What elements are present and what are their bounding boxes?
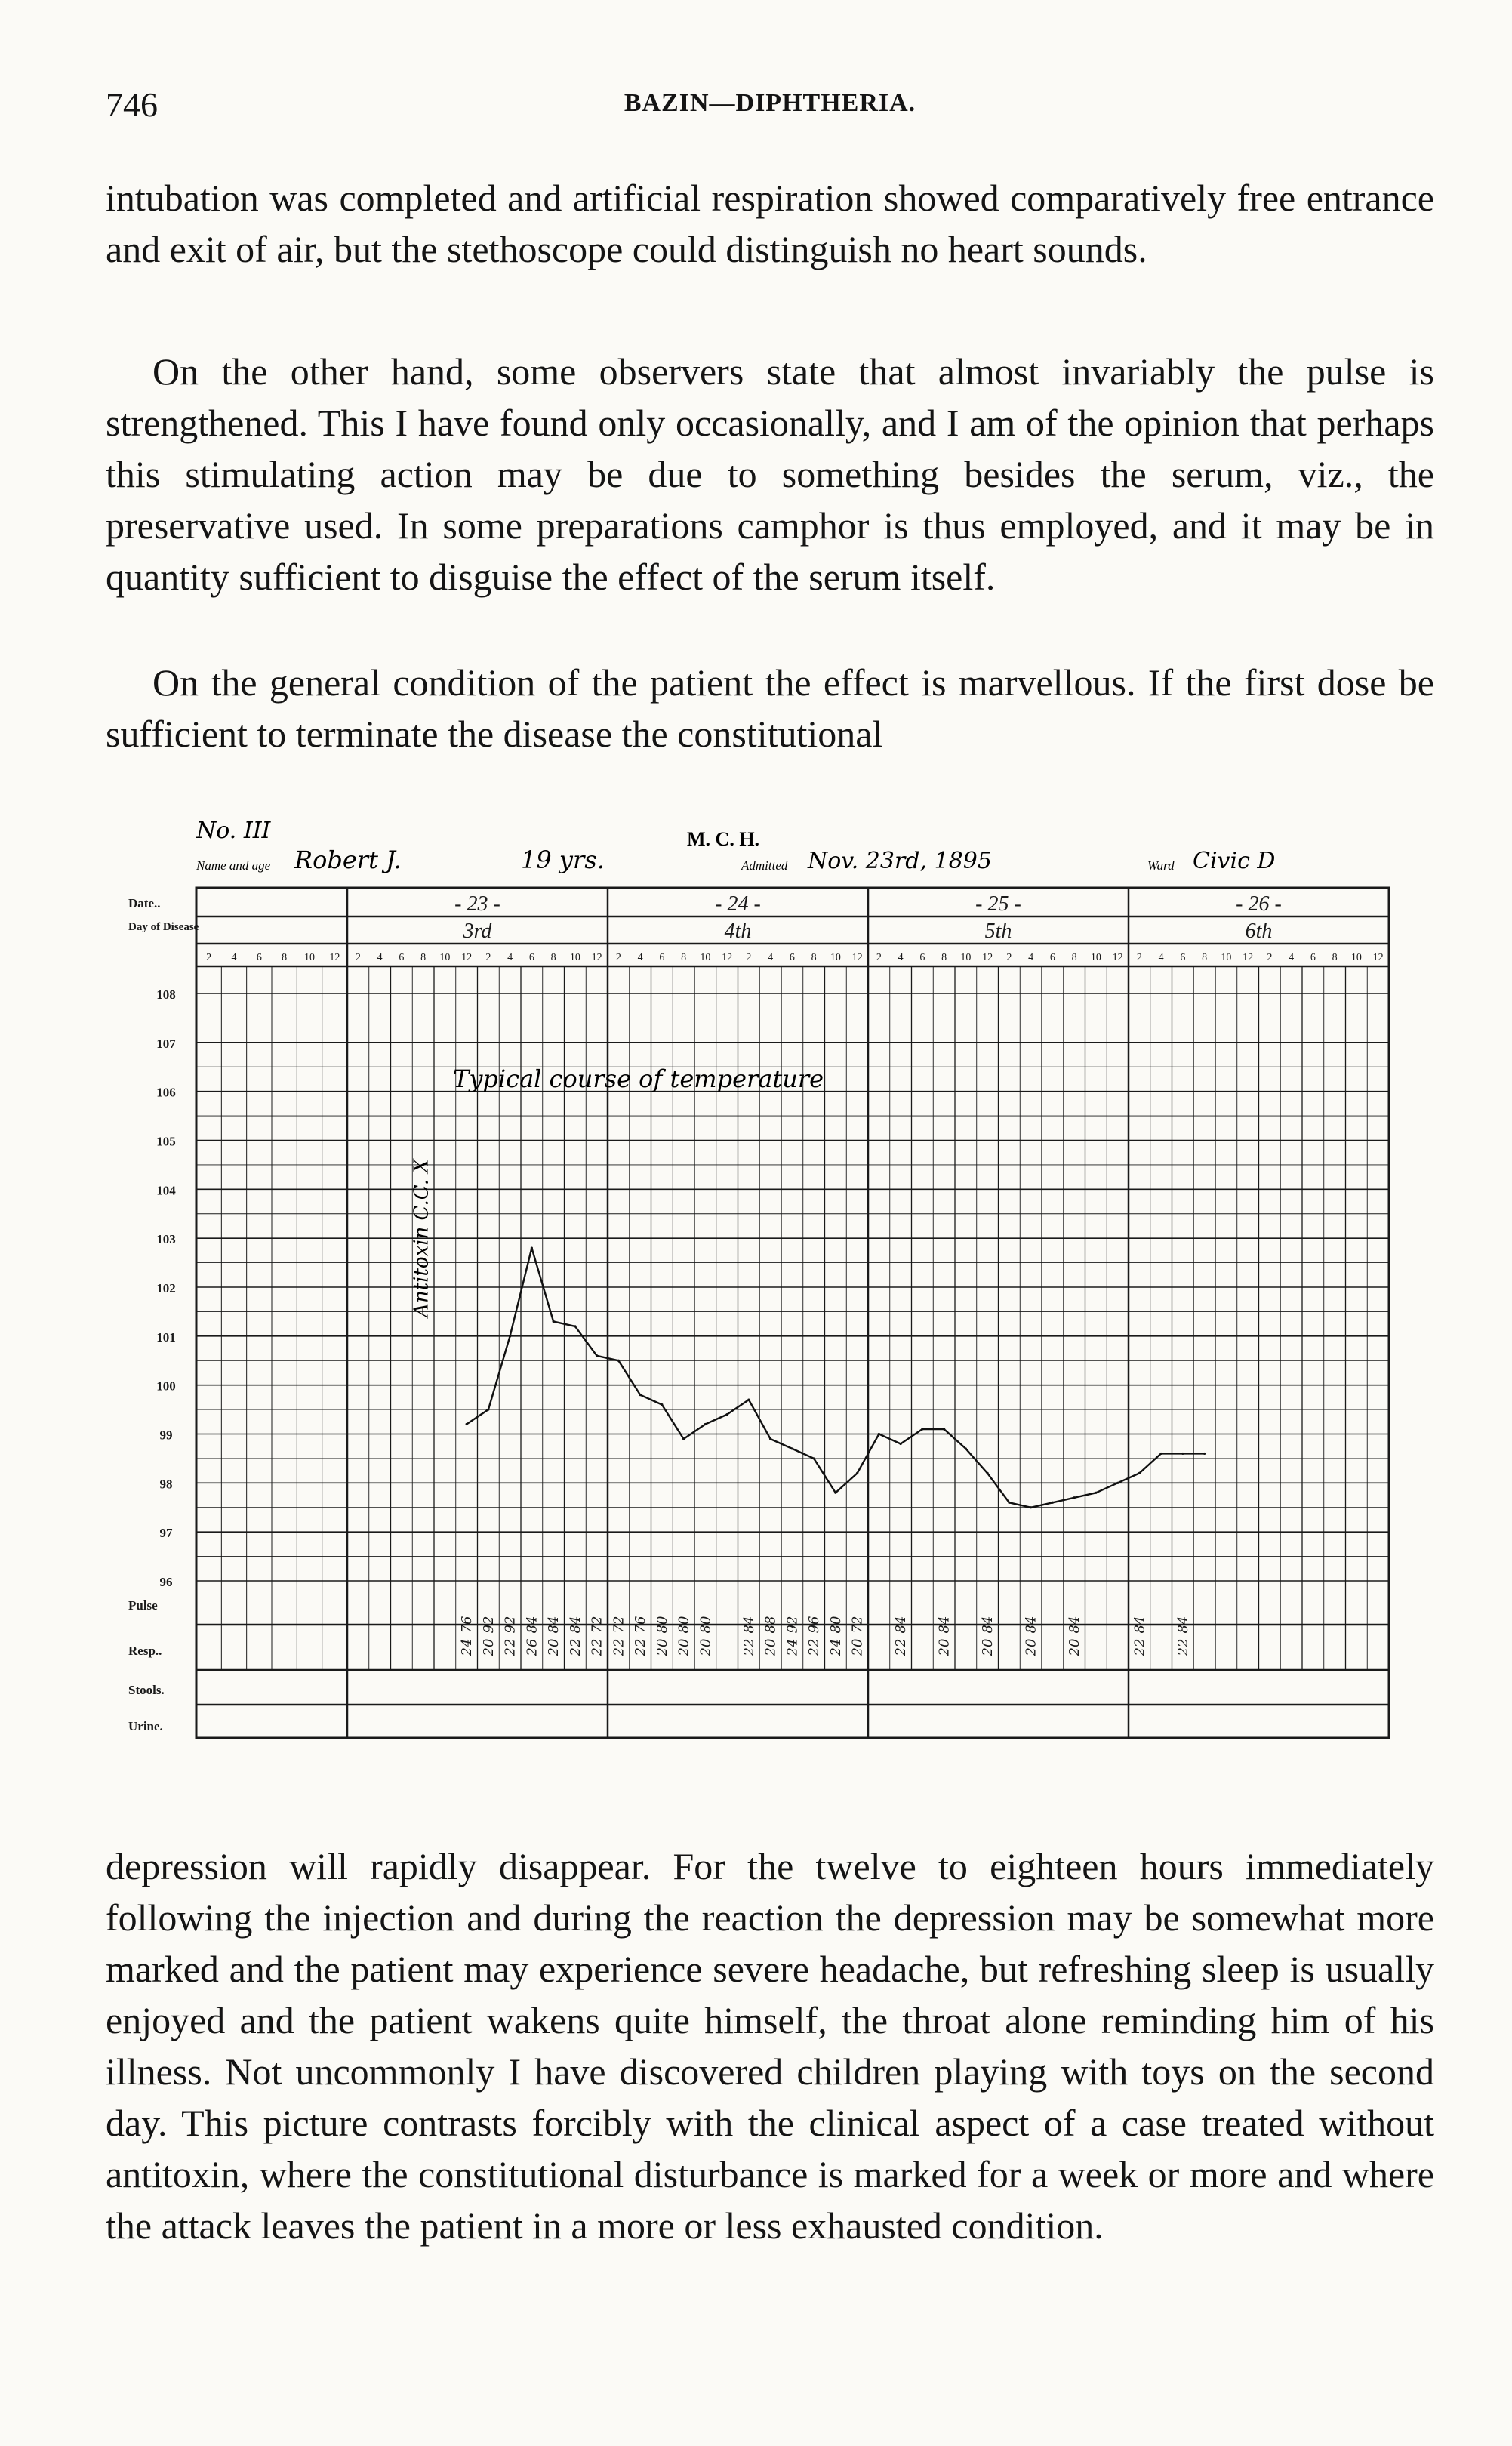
hour-label: 8 (550, 952, 556, 963)
day-of-disease-label: 5th (984, 920, 1012, 943)
resp-value: 22 (806, 1638, 823, 1656)
pulse-value: 80 (654, 1616, 670, 1634)
resp-value: 22 (1132, 1638, 1148, 1656)
temperature-point (769, 1437, 771, 1440)
row-label-stools: Stools. (128, 1683, 165, 1697)
temperature-point (813, 1457, 815, 1459)
pulse-value: 72 (849, 1616, 866, 1634)
chart-grid (196, 888, 1389, 1738)
resp-value: 20 (654, 1638, 670, 1656)
hour-label: 10 (830, 952, 841, 963)
paragraph-3: On the general condition of the patient the effect is marvellous. If the first dose be sufficient to terminate the disease the constitutional (106, 661, 1434, 755)
hour-label: 6 (789, 952, 795, 963)
pulse-value: 80 (697, 1616, 714, 1634)
resp-value: 22 (502, 1638, 519, 1656)
page-number: 746 (106, 85, 158, 124)
temperature-point (466, 1423, 468, 1425)
temperature-point (509, 1335, 511, 1337)
temperature-point (682, 1437, 685, 1440)
resp-value: 22 (567, 1638, 584, 1656)
resp-value: 20 (980, 1638, 996, 1656)
hour-label: 2 (355, 952, 361, 963)
resp-value: 20 (546, 1638, 562, 1656)
hour-label: 2 (746, 952, 752, 963)
temperature-point (921, 1428, 923, 1430)
hour-label: 10 (1090, 952, 1101, 963)
temperature-point (531, 1247, 533, 1249)
row-label-day-of-disease: Day of Disease (128, 921, 199, 933)
hour-label: 8 (681, 952, 687, 963)
pulse-value: 84 (567, 1616, 584, 1634)
temp-tick-label: 97 (159, 1526, 173, 1541)
day-of-disease-label: 3rd (463, 920, 492, 943)
temperature-point (1073, 1496, 1076, 1499)
hour-label: 6 (528, 952, 534, 963)
hour-label: 12 (329, 952, 340, 963)
hour-label: 2 (206, 952, 212, 963)
temperature-point (987, 1472, 989, 1474)
pulse-value: 84 (524, 1616, 540, 1634)
resp-value: 22 (633, 1638, 649, 1656)
hour-label: 6 (256, 952, 262, 963)
pulse-value: 92 (502, 1616, 519, 1634)
pulse-value: 84 (1067, 1616, 1083, 1634)
case-number: No. III (196, 818, 271, 844)
temperature-point (791, 1447, 793, 1449)
day-of-disease-label: 4th (724, 920, 752, 943)
hour-label: 8 (1202, 952, 1208, 963)
pulse-value: 88 (762, 1616, 779, 1634)
chart-form-header (196, 818, 1275, 874)
name-age-label: Name and age (196, 858, 271, 873)
hour-label: 6 (659, 952, 665, 963)
resp-value: 20 (762, 1638, 779, 1656)
hour-label: 12 (1372, 952, 1384, 963)
temp-tick-label: 103 (156, 1232, 176, 1247)
ward-value: Civic D (1193, 848, 1276, 874)
pulse-value: 76 (459, 1616, 476, 1634)
resp-value: 22 (1175, 1638, 1191, 1656)
pulse-value: 84 (936, 1616, 953, 1634)
temperature-point (1203, 1453, 1206, 1455)
temp-tick-label: 108 (156, 987, 176, 1002)
chart-marks (459, 1247, 1206, 1657)
annotation-typical-course: Typical course of temperature (453, 1064, 824, 1093)
temperature-point (574, 1325, 576, 1327)
resp-value: 20 (936, 1638, 953, 1656)
pulse-value: 72 (589, 1616, 605, 1634)
hour-label: 8 (1071, 952, 1077, 963)
hour-label: 10 (1350, 952, 1362, 963)
temp-tick-label: 101 (156, 1329, 176, 1345)
hour-label: 12 (1243, 952, 1254, 963)
paragraph-2: On the other hand, some observers state that almost invariably the pulse is strengthened. This I have found only occasionally, and I am of the opinion that perhaps this stimulating action may be due to something besides the serum, viz., the preservative used. In some preparations camphor is thus employed, and it may be in quantity sufficient to disguise the effect of the serum itself. (106, 350, 1434, 598)
temperature-chart-svg (113, 815, 1412, 1789)
chart-labels (128, 892, 1384, 1733)
hour-label: 8 (941, 952, 947, 963)
resp-value: 20 (1067, 1638, 1083, 1656)
temp-tick-label: 98 (159, 1477, 173, 1492)
resp-value: 26 (524, 1638, 540, 1656)
temp-tick-label: 105 (156, 1134, 176, 1149)
pulse-value: 80 (827, 1616, 844, 1634)
pulse-value: 84 (893, 1616, 910, 1634)
pulse-value: 84 (1175, 1616, 1191, 1634)
hour-label: 4 (377, 952, 383, 963)
annotation-antitoxin: Antitoxin C.C. X (410, 1159, 433, 1317)
row-label-resp: Resp.. (128, 1644, 162, 1658)
pulse-value: 92 (480, 1616, 497, 1634)
temperature-point (1116, 1482, 1119, 1484)
temperature-point (900, 1443, 902, 1445)
hour-label: 6 (1049, 952, 1055, 963)
hour-label: 2 (1136, 952, 1142, 963)
hour-label: 6 (399, 952, 405, 963)
temperature-point (661, 1403, 663, 1406)
temperature-point (1138, 1472, 1141, 1474)
temperature-point (1160, 1453, 1162, 1455)
resp-value: 24 (827, 1638, 844, 1656)
chart-frame (196, 888, 1389, 1738)
admitted-date: Nov. 23rd, 1895 (808, 848, 992, 874)
resp-value: 22 (611, 1638, 627, 1656)
paragraph-1: intubation was completed and artificial respiration showed comparatively free entrance and exit of air, but the stethoscope could distinguish no heart sounds. (106, 177, 1434, 270)
hour-label: 10 (1221, 952, 1232, 963)
hour-label: 12 (722, 952, 733, 963)
pulse-value: 84 (980, 1616, 996, 1634)
temperature-point (704, 1423, 707, 1425)
temp-tick-label: 106 (156, 1085, 176, 1100)
hour-label: 4 (898, 952, 904, 963)
temperature-point (639, 1394, 642, 1396)
temperature-point (943, 1428, 945, 1430)
resp-value: 24 (784, 1638, 801, 1656)
running-title: BAZIN—DIPHTHERIA. (624, 89, 916, 117)
pulse-value: 84 (1132, 1616, 1148, 1634)
pulse-value: 76 (633, 1616, 649, 1634)
ward-label: Ward (1147, 858, 1175, 873)
hour-label: 4 (637, 952, 643, 963)
hour-label: 12 (1112, 952, 1123, 963)
temperature-point (856, 1472, 858, 1474)
temp-tick-label: 100 (156, 1379, 176, 1394)
pulse-value: 84 (1023, 1616, 1039, 1634)
hour-label: 4 (507, 952, 513, 963)
hour-label: 2 (615, 952, 621, 963)
temperature-point (965, 1447, 967, 1449)
hour-label: 8 (420, 952, 427, 963)
resp-value: 20 (697, 1638, 714, 1656)
hour-label: 2 (485, 952, 491, 963)
hour-label: 4 (1158, 952, 1164, 963)
pulse-value: 96 (806, 1616, 823, 1634)
hour-label: 4 (768, 952, 774, 963)
temp-tick-label: 102 (156, 1281, 176, 1295)
temperature-point (596, 1354, 598, 1357)
hour-label: 6 (1310, 952, 1316, 963)
date-label: - 24 - (715, 892, 761, 916)
temperature-point (747, 1399, 750, 1401)
temperature-point (878, 1433, 880, 1435)
temp-tick-label: 96 (159, 1575, 173, 1589)
resp-value: 24 (459, 1638, 476, 1656)
hour-label: 4 (1028, 952, 1034, 963)
temperature-point (1008, 1502, 1010, 1504)
hour-label: 12 (982, 952, 993, 963)
hour-label: 2 (1006, 952, 1012, 963)
resp-value: 20 (676, 1638, 692, 1656)
hour-label: 8 (1332, 952, 1338, 963)
hour-label: 12 (461, 952, 473, 963)
paragraph-4: depression will rapidly disappear. For the twelve to eighteen hours immediately following the injection and during the reaction the depression may be somewhat more marked and the patient may experience severe headache, but refreshing sleep is usually enjoyed and the patient wakens quite himself, the throat alone reminding him of his illness. Not uncommonly I have discovered children playing with toys on the second day. This picture contrasts forcibly with the clinical aspect of a case treated without antitoxin, where the constitutional disturbance is marked for a week or more and where the attack leaves the patient in a more or less exhausted condition. (106, 1845, 1434, 2247)
hour-label: 4 (1289, 952, 1295, 963)
resp-value: 20 (849, 1638, 866, 1656)
resp-value: 22 (589, 1638, 605, 1656)
resp-value: 20 (480, 1638, 497, 1656)
hour-label: 10 (304, 952, 315, 963)
temp-tick-label: 107 (156, 1036, 176, 1051)
hour-label: 6 (919, 952, 925, 963)
row-label-pulse: Pulse (128, 1598, 158, 1613)
admitted-label: Admitted (741, 858, 788, 873)
hour-label: 4 (231, 952, 237, 963)
hour-label: 2 (1267, 952, 1273, 963)
temp-tick-label: 104 (156, 1183, 176, 1198)
temperature-point (487, 1408, 489, 1410)
temperature-point (1181, 1453, 1184, 1455)
institution: M. C. H. (687, 828, 760, 850)
hour-label: 10 (439, 952, 451, 963)
hour-label: 2 (876, 952, 882, 963)
date-label: - 25 - (975, 892, 1021, 916)
hour-label: 6 (1180, 952, 1186, 963)
date-label: - 26 - (1236, 892, 1282, 916)
resp-value: 20 (1023, 1638, 1039, 1656)
temperature-point (1095, 1492, 1097, 1494)
pulse-value: 84 (741, 1616, 757, 1634)
temperature-point (1052, 1502, 1054, 1504)
temperature-point (617, 1360, 620, 1362)
pulse-value: 72 (611, 1616, 627, 1634)
hour-label: 10 (569, 952, 580, 963)
hour-label: 8 (811, 952, 817, 963)
hour-label: 8 (282, 952, 288, 963)
day-of-disease-label: 6th (1245, 920, 1273, 943)
row-label-date: Date.. (128, 896, 161, 910)
row-label-urine: Urine. (128, 1719, 163, 1733)
running-head (106, 85, 1434, 130)
hour-label: 10 (960, 952, 972, 963)
temperature-point (726, 1413, 728, 1416)
temperature-point (1030, 1506, 1032, 1508)
patient-age: 19 yrs. (521, 846, 605, 874)
temperature-point (834, 1492, 836, 1494)
temperature-chart (113, 815, 1412, 1789)
pulse-value: 84 (546, 1616, 562, 1634)
patient-name: Robert J. (294, 846, 402, 874)
pulse-value: 92 (784, 1616, 801, 1634)
resp-value: 22 (893, 1638, 910, 1656)
date-label: - 23 - (454, 892, 500, 916)
hour-label: 10 (700, 952, 711, 963)
resp-value: 22 (741, 1638, 757, 1656)
pulse-value: 80 (676, 1616, 692, 1634)
hour-label: 12 (591, 952, 602, 963)
hour-label: 12 (851, 952, 863, 963)
temp-tick-label: 99 (159, 1428, 173, 1443)
temperature-point (553, 1320, 555, 1323)
